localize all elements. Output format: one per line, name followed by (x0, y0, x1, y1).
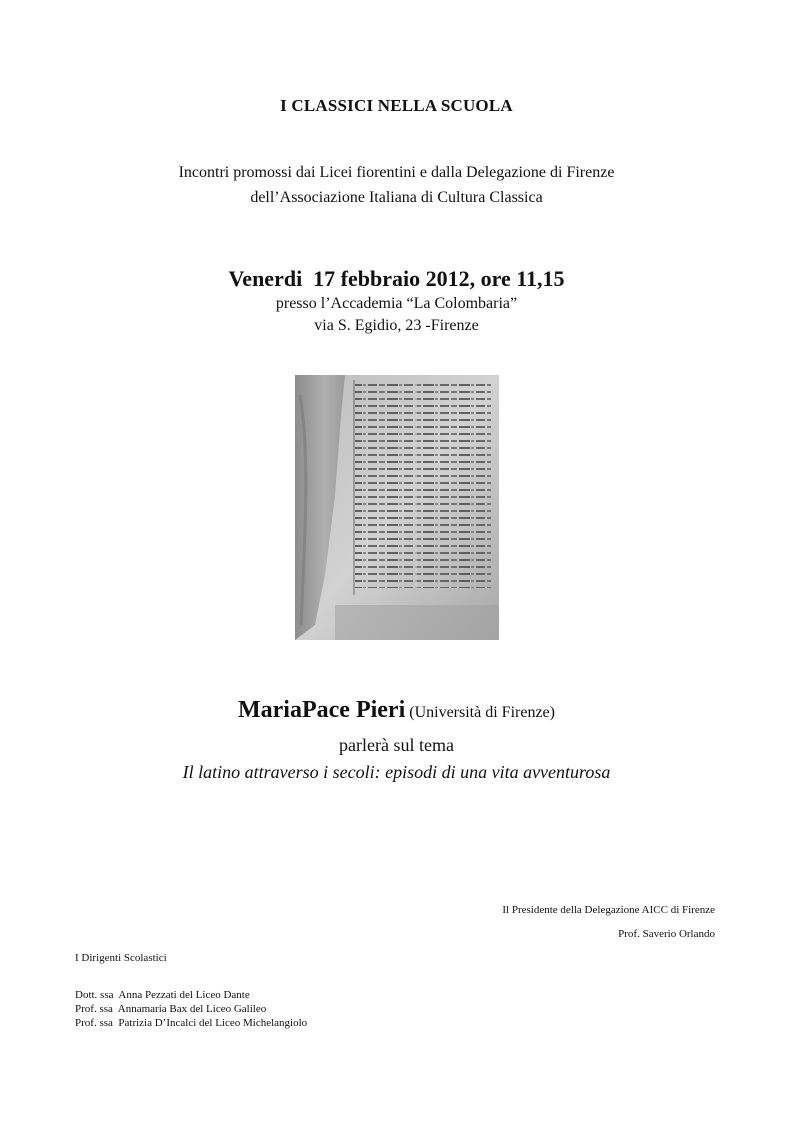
speaker-line (0, 697, 793, 724)
speaker-affiliation: (Università di Firenze) (409, 704, 555, 721)
dirigente-item: Dott. ssa Anna Pezzati del Liceo Dante (75, 989, 250, 1001)
event-venue (0, 293, 793, 337)
dirigente-item: Prof. ssa Annamaria Bax del Liceo Galileo (75, 1003, 267, 1015)
dirigenti-list (75, 988, 307, 1030)
dirigente-item: Prof. ssa Patrizia D’Incalci del Liceo Michelangiolo (75, 1017, 308, 1029)
president-role: Il Presidente della Delegazione AICC di Firenze (502, 904, 715, 916)
talk-topic: Il latino attraverso i secoli: episodi di una vita avventurosa (182, 762, 611, 782)
president-name: Prof. Saverio Orlando (618, 928, 715, 940)
venue-line-2: via S. Egidio, 23 -Firenze (314, 317, 479, 334)
subtitle-line-2: dell’Associazione Italiana di Cultura Classica (250, 189, 543, 206)
page-title: I CLASSICI NELLA SCUOLA (280, 96, 513, 115)
speaker-name: MariaPace Pieri (238, 697, 406, 723)
subtitle-line-1: Incontri promossi dai Licei fiorentini e dalla Delegazione di Firenze (178, 164, 615, 181)
subtitle (0, 160, 793, 210)
event-date: Venerdi 17 febbraio 2012, ore 11,15 (228, 266, 565, 291)
manuscript-image (295, 375, 499, 640)
dirigenti-heading: I Dirigenti Scolastici (75, 952, 167, 964)
venue-line-1: presso l’Accademia “La Colombaria” (275, 295, 518, 312)
speaker-intro: parlerà sul tema (339, 735, 454, 755)
